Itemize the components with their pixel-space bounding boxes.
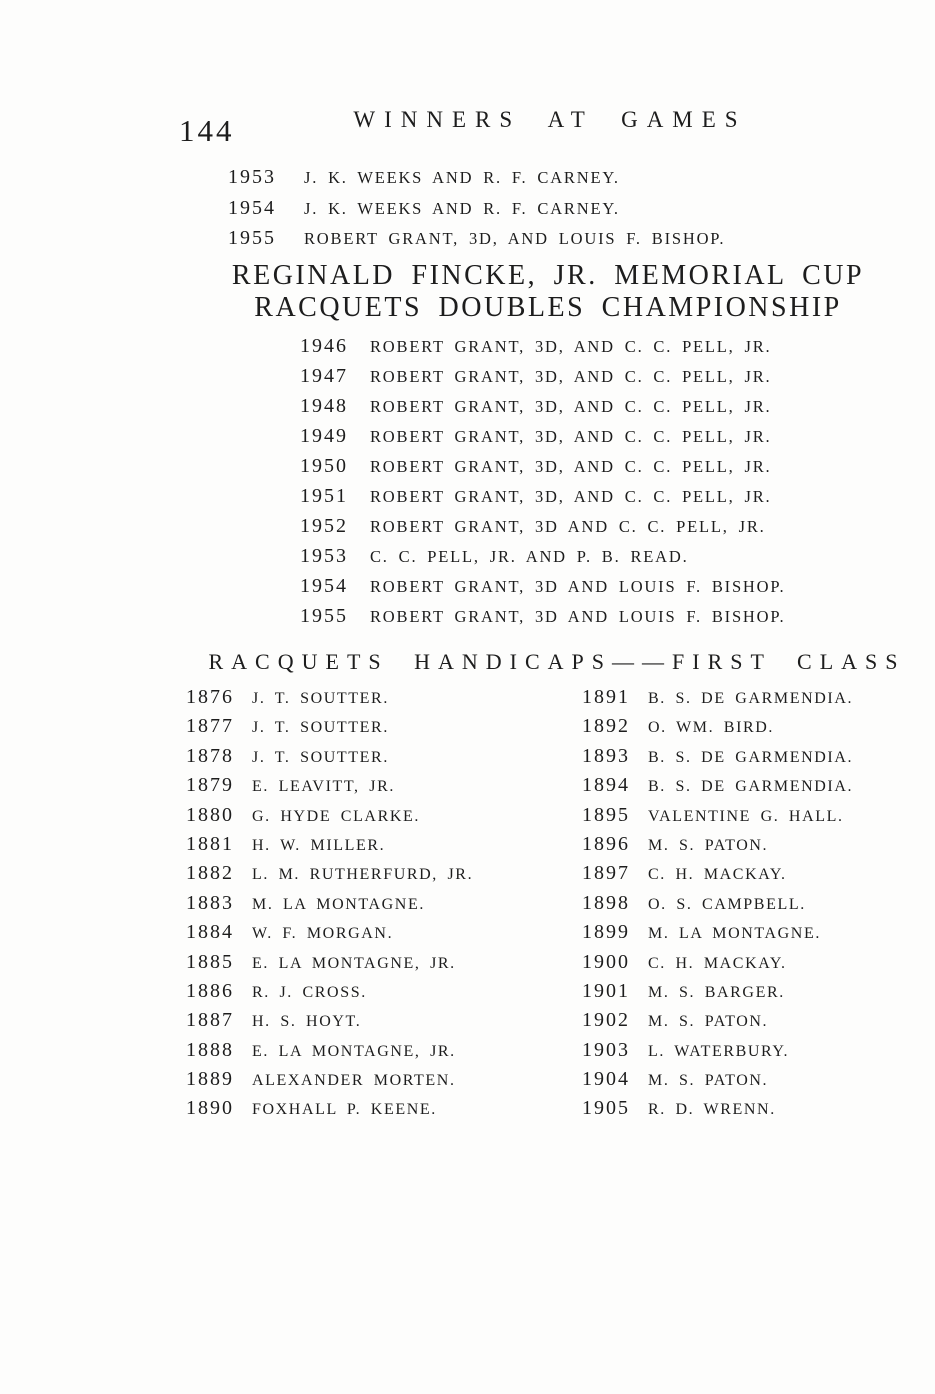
entry-year: 1884 [186,921,234,944]
entry-winner-name: M. S. PATON. [648,1013,769,1031]
entry-winner-name: ROBERT GRANT, 3D, AND C. C. PELL, JR. [370,457,772,476]
winner-entry [186,715,473,744]
entry-year: 1885 [186,950,234,973]
entry-winner-name: J. T. SOUTTER. [252,719,389,737]
winner-entry [186,862,473,891]
entry-winner-name: C. H. MACKAY. [648,954,787,972]
entry-year: 1953 [228,166,276,188]
entry-year: 1876 [186,686,234,708]
entry-year: 1880 [186,803,234,826]
winner-entry [300,455,785,485]
entry-winner-name: ROBERT GRANT, 3D, AND C. C. PELL, JR. [370,427,772,446]
winner-entry [300,335,785,365]
entry-year: 1950 [300,455,348,477]
winner-entry [228,197,725,228]
winner-entry [582,921,853,950]
entry-year: 1889 [186,1068,234,1091]
winner-entry [582,745,853,774]
entry-year: 1952 [300,515,348,537]
entry-winner-name: ROBERT GRANT, 3D AND C. C. PELL, JR. [370,517,766,536]
winner-entry [186,1068,473,1097]
entry-winner-name: ROBERT GRANT, 3D, AND C. C. PELL, JR. [370,337,772,356]
winner-entry [186,686,473,715]
winner-entry [300,605,785,635]
winner-entry [582,686,853,715]
winner-entry [186,1039,473,1068]
entry-winner-name: H. W. MILLER. [252,836,386,854]
entry-winner-name: G. HYDE CLARKE. [252,807,420,825]
winner-entry [582,892,853,921]
entry-year: 1896 [582,832,630,855]
winner-entry [582,951,853,980]
entry-winner-name: ROBERT GRANT, 3D AND LOUIS F. BISHOP. [370,577,786,596]
memorial-cup-title-line2: RACQUETS DOUBLES CHAMPIONSHIP [254,291,842,323]
entry-winner-name: FOXHALL P. KEENE. [252,1101,437,1119]
entry-winner-name: C. H. MACKAY. [648,866,787,884]
entry-winner-name: R. D. WRENN. [648,1101,776,1119]
winner-entry [582,715,853,744]
handicaps-first-class-heading: RACQUETS HANDICAPS——FIRST CLASS [208,649,906,674]
entry-year: 1883 [186,891,234,914]
entry-winner-name: ROBERT GRANT, 3D, AND C. C. PELL, JR. [370,397,772,416]
entry-year: 1882 [186,862,234,885]
handicaps-left-column [186,686,473,1127]
entry-winner-name: ROBERT GRANT, 3D, AND LOUIS F. BISHOP. [304,229,726,248]
winner-entry [582,1009,853,1038]
memorial-cup-title-line1: REGINALD FINCKE, JR. MEMORIAL CUP [231,260,865,291]
doubles-continuation-list [228,166,725,258]
winner-entry [186,892,473,921]
entry-winner-name: J. T. SOUTTER. [252,748,389,766]
winner-entry [582,1039,853,1068]
entry-year: 1902 [582,1009,630,1032]
entry-winner-name: R. J. CROSS. [252,983,367,1001]
winner-entry [582,804,853,833]
winner-entry [582,774,853,803]
winner-entry [186,804,473,833]
winner-entry [186,1097,473,1126]
entry-winner-name: ROBERT GRANT, 3D, AND C. C. PELL, JR. [370,367,772,386]
winner-entry [228,227,725,258]
winner-entry [186,921,473,950]
winner-entry [582,980,853,1009]
memorial-cup-title [232,260,864,323]
entry-winner-name: ROBERT GRANT, 3D AND LOUIS F. BISHOP. [370,607,786,626]
winner-entry [300,515,785,545]
entry-winner-name: E. LEAVITT, JR. [252,778,395,796]
entry-winner-name: B. S. DE GARMENDIA. [648,748,854,766]
winner-entry [186,745,473,774]
entry-winner-name: L. M. RUTHERFURD, JR. [252,866,474,884]
entry-winner-name: ROBERT GRANT, 3D, AND C. C. PELL, JR. [370,487,772,506]
entry-year: 1904 [582,1068,630,1091]
winner-entry [582,1097,853,1126]
winner-entry [186,951,473,980]
entry-year: 1886 [186,979,234,1002]
entry-year: 1898 [582,891,630,914]
entry-year: 1947 [300,365,348,387]
entry-year: 1897 [582,862,630,885]
entry-year: 1892 [582,715,630,738]
entry-winner-name: M. S. PATON. [648,1072,769,1090]
entry-year: 1891 [582,686,630,708]
entry-winner-name: J. K. WEEKS AND R. F. CARNEY. [304,168,620,187]
entry-year: 1954 [228,196,276,219]
entry-year: 1955 [228,227,276,249]
entry-year: 1888 [186,1038,234,1061]
entry-year: 1879 [186,774,234,797]
winner-entry [186,1009,473,1038]
entry-year: 1899 [582,921,630,944]
entry-year: 1903 [582,1038,630,1061]
entry-year: 1951 [300,485,348,507]
entry-winner-name: C. C. PELL, JR. AND P. B. READ. [370,547,689,566]
winner-entry [186,774,473,803]
entry-winner-name: M. LA MONTAGNE. [648,925,821,943]
winner-entry [300,545,785,575]
winner-entry [186,833,473,862]
entry-year: 1890 [186,1097,234,1120]
entry-winner-name: E. LA MONTAGNE, JR. [252,954,456,972]
page-number: 144 [179,113,235,148]
winner-entry [186,980,473,1009]
entry-winner-name: M. S. BARGER. [648,983,785,1001]
entry-winner-name: B. S. DE GARMENDIA. [648,778,854,796]
entry-year: 1955 [300,605,348,627]
winner-entry [300,575,785,605]
entry-winner-name: W. F. MORGAN. [252,925,394,943]
winner-entry [582,862,853,891]
entry-winner-name: J. K. WEEKS AND R. F. CARNEY. [304,198,620,218]
entry-winner-name: L. WATERBURY. [648,1042,790,1060]
entry-year: 1901 [582,979,630,1002]
entry-year: 1954 [300,575,348,597]
entry-year: 1949 [300,425,348,447]
entry-winner-name: ALEXANDER MORTEN. [252,1072,456,1090]
entry-year: 1953 [300,545,348,567]
entry-winner-name: VALENTINE G. HALL. [648,807,844,825]
winner-entry [300,365,785,395]
entry-year: 1894 [582,774,630,797]
winner-entry [582,833,853,862]
winner-entry [300,425,785,455]
running-head: WINNERS AT GAMES [353,107,747,132]
entry-winner-name: M. S. PATON. [648,836,769,854]
winner-entry [300,395,785,425]
entry-winner-name: E. LA MONTAGNE, JR. [252,1042,456,1060]
entry-winner-name: M. LA MONTAGNE. [252,895,425,913]
entry-year: 1905 [582,1097,630,1120]
entry-year: 1878 [186,744,234,767]
handicaps-right-column [582,686,853,1127]
entry-year: 1900 [582,950,630,973]
entry-winner-name: B. S. DE GARMENDIA. [648,690,854,707]
winner-entry [300,485,785,515]
entry-year: 1946 [300,335,348,357]
entry-winner-name: O. WM. BIRD. [648,719,775,737]
entry-winner-name: H. S. HOYT. [252,1013,362,1031]
entry-year: 1893 [582,744,630,767]
memorial-cup-winners-list [300,335,785,635]
entry-year: 1881 [186,832,234,855]
entry-year: 1948 [300,395,348,417]
entry-year: 1887 [186,1009,234,1032]
winner-entry [228,166,725,197]
entry-winner-name: O. S. CAMPBELL. [648,895,806,913]
entry-year: 1895 [582,803,630,826]
entry-year: 1877 [186,715,234,738]
entry-winner-name: J. T. SOUTTER. [252,690,389,707]
winner-entry [582,1068,853,1097]
